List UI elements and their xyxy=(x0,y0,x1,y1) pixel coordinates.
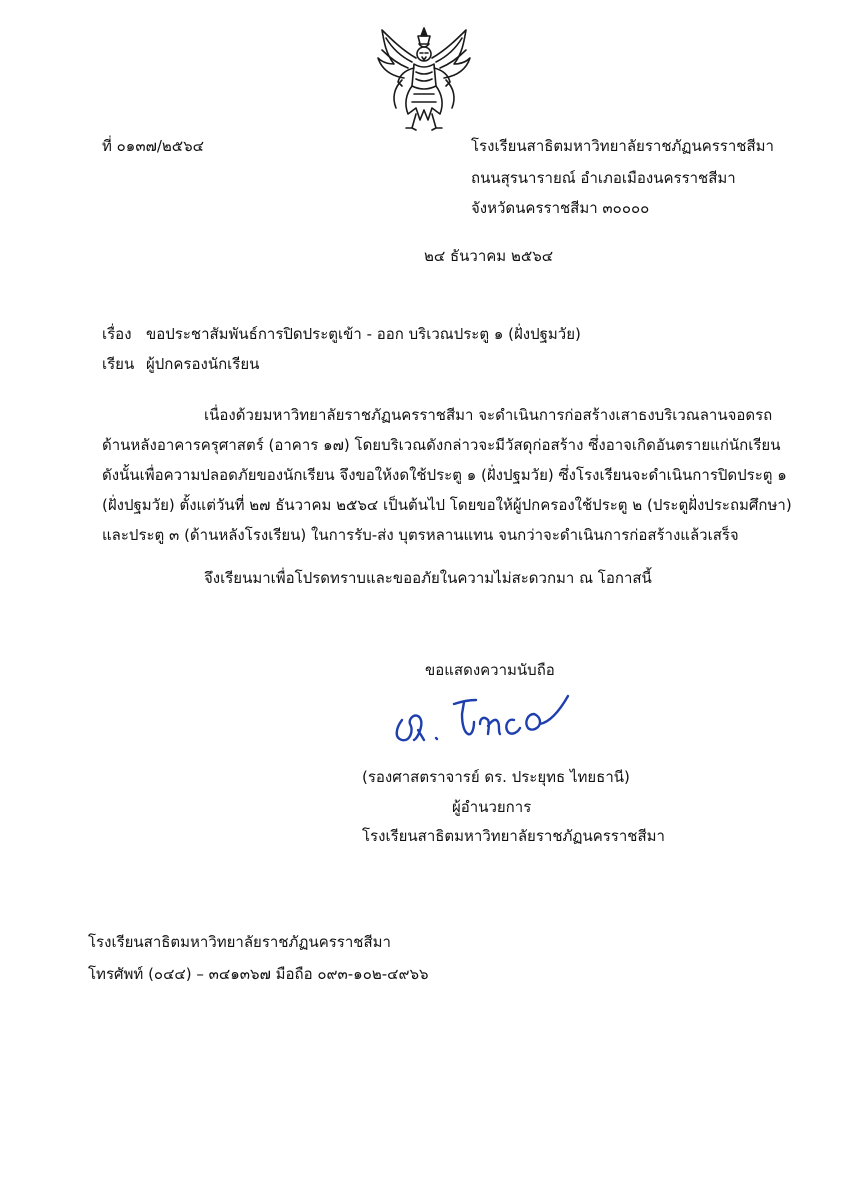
letter-date: ๒๔ ธันวาคม ๒๕๖๔ xyxy=(424,247,554,265)
recipient-text: ผู้ปกครองนักเรียน xyxy=(146,355,260,373)
address-line-2: ถนนสุรนารายณ์ อำเภอเมืองนครราชสีมา xyxy=(471,169,736,187)
reference-number: ที่ ๐๑๓๗/๒๕๖๔ xyxy=(102,137,205,155)
garuda-emblem-icon xyxy=(372,24,476,132)
salutation: ขอแสดงความนับถือ xyxy=(425,661,555,679)
footer-contact: โทรศัพท์ (๐๔๔) – ๓๔๑๓๖๗ มือถือ ๐๙๓-๑๐๒-๔๙๖๖ xyxy=(88,965,429,983)
body-line-4: (ฝั่งปฐมวัย) ตั้งแต่วันที่ ๒๗ ธันวาคม ๒๕๖๔ เป็นต้นไป โดยขอให้ผู้ปกครองใช้ประตู ๒ (ประตูฝั่งประถมศึกษา) xyxy=(102,496,792,514)
body-line-5: และประตู ๓ (ด้านหลังโรงเรียน) ในการรับ-ส่ง บุตรหลานแทน จนกว่าจะดำเนินการก่อสร้างแล้วเสร็จ xyxy=(102,526,739,544)
signer-position: ผู้อำนวยการ xyxy=(452,798,532,816)
body-line-2: ด้านหลังอาคารครุศาสตร์ (อาคาร ๑๗) โดยบริเวณดังกล่าวจะมีวัสดุก่อสร้าง ซึ่งอาจเกิดอันตรายแก่นักเรียน xyxy=(102,436,781,454)
address-line-1: โรงเรียนสาธิตมหาวิทยาลัยราชภัฏนครราชสีมา xyxy=(471,137,774,155)
body-closing-line: จึงเรียนมาเพื่อโปรดทราบและขออภัยในความไม่สะดวกมา ณ โอกาสนี้ xyxy=(204,569,652,587)
recipient-label: เรียน xyxy=(102,355,135,373)
subject-text: ขอประชาสัมพันธ์การปิดประตูเข้า - ออก บริเวณประตู ๑ (ฝั่งปฐมวัย) xyxy=(146,325,581,343)
body-line-1: เนื่องด้วยมหาวิทยาลัยราชภัฏนครราชสีมา จะดำเนินการก่อสร้างเสาธงบริเวณลานจอดรถ xyxy=(204,406,773,424)
signer-organization: โรงเรียนสาธิตมหาวิทยาลัยราชภัฏนครราชสีมา xyxy=(362,827,665,845)
handwritten-signature-icon xyxy=(388,684,584,748)
footer-organization: โรงเรียนสาธิตมหาวิทยาลัยราชภัฏนครราชสีมา xyxy=(88,933,391,951)
address-line-3: จังหวัดนครราชสีมา ๓๐๐๐๐ xyxy=(471,199,650,217)
subject-label: เรื่อง xyxy=(102,325,132,343)
signer-name: (รองศาสตราจารย์ ดร. ประยุทธ ไทยธานี) xyxy=(362,768,630,786)
body-line-3: ดังนั้นเพื่อความปลอดภัยของนักเรียน จึงขอให้งดใช้ประตู ๑ (ฝั่งปฐมวัย) ซึ่งโรงเรียนจะดำเนินการปิดประตู ๑ xyxy=(102,466,787,484)
